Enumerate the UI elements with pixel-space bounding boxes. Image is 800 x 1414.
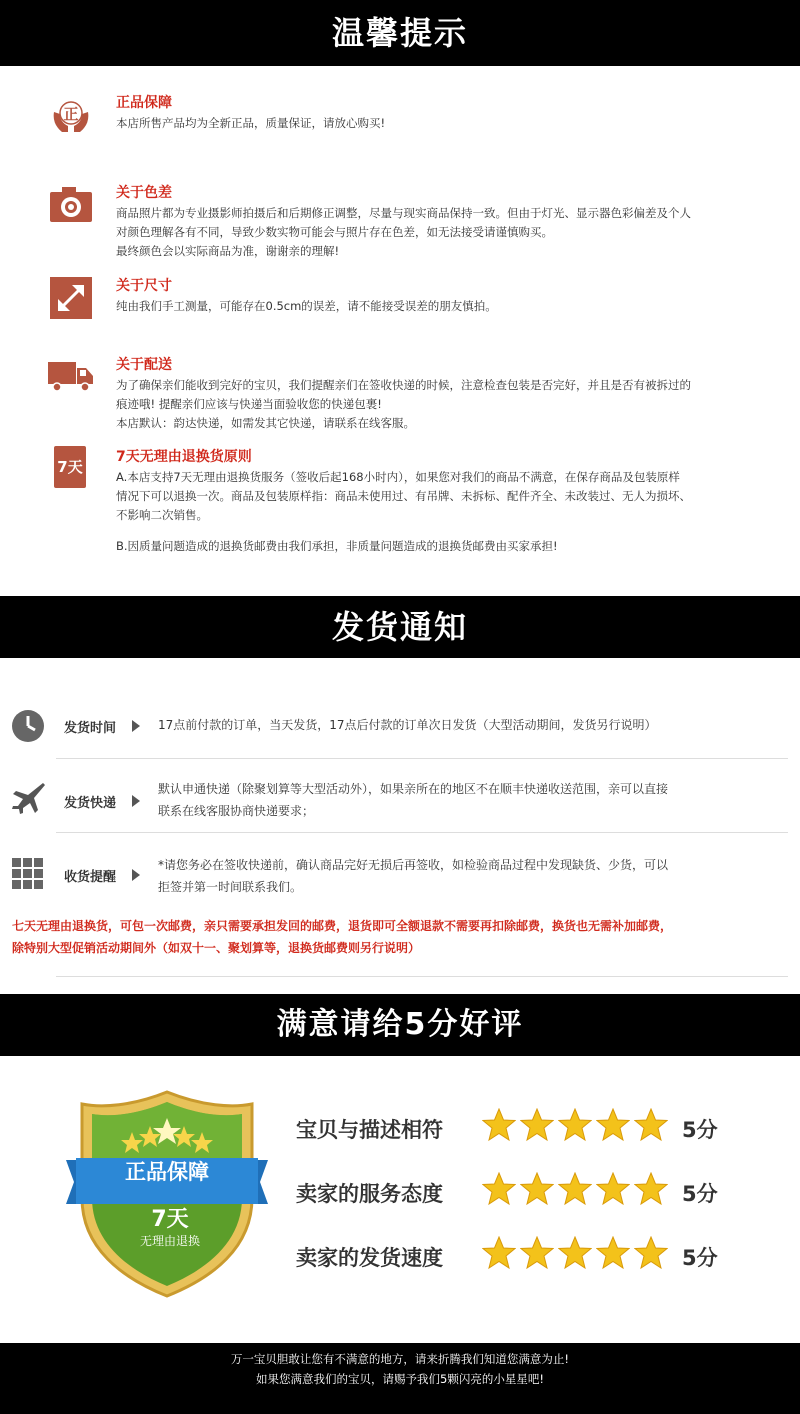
shipping-label: 发货时间 [64, 721, 117, 736]
svg-text:正: 正 [63, 105, 79, 123]
shipping-banner [0, 596, 800, 658]
shipping-line: 联系在线客服协商快递要求； [158, 804, 315, 818]
divider [56, 832, 788, 833]
star-icon [482, 1172, 516, 1206]
rating-stars [482, 1172, 672, 1212]
badge-days: 7天 [151, 1207, 189, 1232]
shipping-text [158, 778, 778, 822]
badge-band-text: 正品保障 [125, 1160, 209, 1184]
notice-title: 关于尺寸 [116, 278, 172, 294]
seven-day-return-icon [54, 446, 86, 488]
notice-line [116, 525, 786, 537]
notice-body [116, 468, 786, 556]
rating-label: 宝贝与描述相符 [296, 1118, 443, 1142]
authentic-shield-badge [62, 1088, 272, 1300]
rating-row-description [296, 1108, 736, 1152]
shipping-text [158, 714, 778, 736]
shipping-text [158, 854, 778, 898]
notice-authentic [48, 92, 788, 152]
notice-line: 纯由我们手工测量，可能存在0.5cm的误差，请不能接受误差的朋友慎拍。 [116, 299, 497, 313]
return-policy-line: 除特别大型促销活动期间外（如双十一、聚划算等，退换货邮费则另行说明） [12, 941, 421, 955]
return-policy-note [12, 915, 792, 959]
star-icon [520, 1236, 554, 1270]
play-arrow-icon [132, 795, 140, 807]
notice-color [48, 182, 788, 262]
shipping-row-time [0, 706, 800, 746]
notice-line: 不影响二次销售。 [116, 508, 208, 522]
delivery-truck-icon [48, 354, 94, 400]
notice-body [116, 114, 786, 133]
badge-subtitle: 无理由退换 [139, 1234, 200, 1248]
star-icon [596, 1236, 630, 1270]
shipping-line: *请您务必在签收快递前，确认商品完好无损后再签收，如检验商品过程中发现缺货、少货，可以 [158, 858, 669, 872]
seven-day-icon-text: 7天 [57, 458, 83, 476]
notice-line: 最终颜色会以实际商品为准，谢谢亲的理解! [116, 244, 340, 258]
play-arrow-icon [132, 869, 140, 881]
notice-delivery [48, 354, 788, 434]
star-icon [634, 1172, 668, 1206]
star-icon [482, 1108, 516, 1142]
star-icon [520, 1172, 554, 1206]
rating-score: 5分 [682, 1182, 718, 1206]
review-banner [0, 994, 800, 1056]
airplane-icon [10, 780, 46, 816]
star-icon [558, 1172, 592, 1206]
notice-line: 对颜色理解各有不同，导致少数实物可能会与照片存在色差，如无法接受请谨慎购买。 [116, 225, 553, 239]
notice-body [116, 204, 786, 261]
star-icon [520, 1108, 554, 1142]
camera-icon [48, 182, 94, 228]
play-arrow-icon [132, 720, 140, 732]
rating-stars [482, 1236, 672, 1276]
star-icon [558, 1236, 592, 1270]
footer [0, 1343, 800, 1414]
star-icon [596, 1172, 630, 1206]
rating-row-shipping-speed [296, 1236, 736, 1280]
footer-line: 万一宝贝胆敢让您有不满意的地方，请来折腾我们知道您满意为止! [230, 1352, 570, 1366]
notice-line: 本店所售产品均为全新正品，质量保证，请放心购买! [116, 116, 386, 130]
hands-authentic-icon [48, 92, 94, 138]
notice-line: A.本店支持7天无理由退换货服务（签收后起168小时内），如果您对我们的商品不满意，在保存商品及包装原样 [116, 470, 680, 484]
notice-title: 关于色差 [116, 185, 172, 201]
tips-banner [0, 0, 800, 66]
tips-banner-title: 温馨提示 [331, 14, 468, 52]
clock-icon [10, 708, 46, 744]
resize-arrow-icon [48, 275, 94, 321]
rating-row-service [296, 1172, 736, 1216]
shipping-line: 17点前付款的订单，当天发货，17点后付款的订单次日发货（大型活动期间，发货另行说明） [158, 718, 657, 732]
shipping-row-courier [0, 776, 800, 826]
star-icon [634, 1236, 668, 1270]
footer-line: 如果您满意我们的宝贝，请赐予我们5颗闪亮的小星星吧! [256, 1372, 544, 1386]
rating-score: 5分 [682, 1246, 718, 1270]
star-icon [558, 1108, 592, 1142]
return-policy-line: 七天无理由退换货，可包一次邮费，亲只需要承担发回的邮费，退货即可全额退款不需要再扣除邮费，换货也无需补加邮费， [12, 919, 673, 933]
star-icon [596, 1108, 630, 1142]
star-icon [634, 1108, 668, 1142]
shipping-label: 收货提醒 [64, 870, 117, 885]
notice-body [116, 297, 786, 316]
notice-line: 本店默认：韵达快递，如需发其它快递，请联系在线客服。 [116, 416, 415, 430]
rating-score: 5分 [682, 1118, 718, 1142]
divider [56, 976, 788, 977]
shipping-banner-title: 发货通知 [331, 608, 468, 646]
notice-line: 情况下可以退换一次。商品及包装原样指：商品未使用过、有吊牌、未拆标、配件齐全、未改装过、无人为损坏、 [116, 489, 691, 503]
notice-title: 关于配送 [116, 357, 172, 373]
shipping-line: 默认申通快递（除聚划算等大型活动外），如果亲所在的地区不在顺丰快递收送范围，亲可以直接 [158, 782, 669, 796]
rating-stars [482, 1108, 672, 1148]
notice-size [48, 275, 788, 325]
review-banner-title: 满意请给5分好评 [276, 1007, 524, 1042]
rating-label: 卖家的发货速度 [296, 1246, 443, 1270]
notice-seven-day-return [48, 446, 788, 576]
notice-body [116, 376, 786, 433]
notice-line: 为了确保亲们能收到完好的宝贝，我们提醒亲们在签收快递的时候，注意检查包装是否完好，并且是否有被拆过的 [116, 378, 691, 392]
notice-line: 商品照片都为专业摄影师拍摄后和后期修正调整，尽量与现实商品保持一致。但由于灯光、显示器色彩偏差及个人 [116, 206, 691, 220]
notice-line: B.因质量问题造成的退换货邮费由我们承担，非质量问题造成的退换货邮费由买家承担! [116, 539, 558, 553]
rating-label: 卖家的服务态度 [296, 1182, 443, 1206]
notice-title: 正品保障 [116, 95, 172, 111]
divider [56, 758, 788, 759]
shipping-line: 拒签并第一时间联系我们。 [158, 880, 303, 894]
star-icon [482, 1236, 516, 1270]
notice-title: 7天无理由退换货原则 [116, 449, 252, 465]
shipping-label: 发货快递 [64, 796, 117, 811]
notice-line: 痕迹哦! 提醒亲们应该与快递当面验收您的快递包裹! [116, 397, 382, 411]
grid-icon [10, 856, 46, 892]
shipping-row-receipt [0, 852, 800, 902]
